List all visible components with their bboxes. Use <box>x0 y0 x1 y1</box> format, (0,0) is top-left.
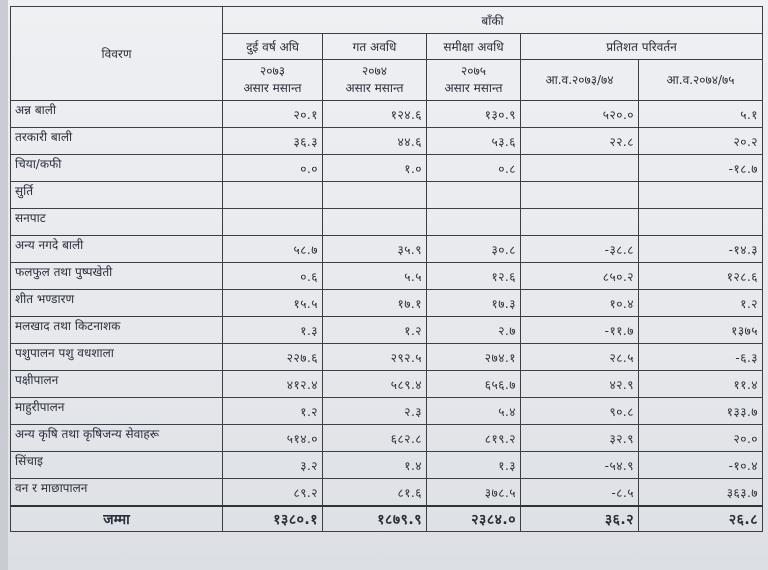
col-header-two-years-ago: दुई वर्ष अघि <box>223 34 323 60</box>
header-row-1 <box>11 7 763 34</box>
row-label: सिंचाइ <box>11 452 223 479</box>
total-2073: १३८०.१ <box>223 506 323 532</box>
cell-pct-73-74: -११.७ <box>521 317 639 344</box>
cell-pct-73-74 <box>521 209 639 236</box>
table-row <box>11 263 763 290</box>
total-row <box>11 506 763 532</box>
cell-2075: ५.४ <box>427 398 521 425</box>
cell-2074: ५.५ <box>323 263 427 290</box>
subheader-2074 <box>323 60 427 101</box>
cell-pct-73-74: -५४.९ <box>521 452 639 479</box>
cell-pct-74-75: -१४.३ <box>639 236 763 263</box>
cell-2073: ०.६ <box>223 263 323 290</box>
cell-pct-73-74: ३२.९ <box>521 425 639 452</box>
cell-pct-74-75: -६.३ <box>639 344 763 371</box>
cell-2073: ४१२.४ <box>223 371 323 398</box>
cell-2075: १.३ <box>427 452 521 479</box>
subheader-period: असार मसान्त <box>243 81 302 95</box>
cell-pct-73-74: ९०.८ <box>521 398 639 425</box>
cell-2074: ६८२.८ <box>323 425 427 452</box>
cell-2073: ५८.७ <box>223 236 323 263</box>
cell-pct-74-75: -१०.४ <box>639 452 763 479</box>
cell-2074: २.३ <box>323 398 427 425</box>
cell-pct-74-75 <box>639 182 763 209</box>
total-pct-74-75: २६.८ <box>639 506 763 532</box>
cell-2074: १.० <box>323 155 427 182</box>
cell-2073: १.३ <box>223 317 323 344</box>
cell-2073: ८९.२ <box>223 479 323 507</box>
page-edge <box>0 0 8 570</box>
cell-2074 <box>323 209 427 236</box>
group-header: बाँकी <box>223 7 763 34</box>
cell-pct-73-74: २२.८ <box>521 128 639 155</box>
description-header: विवरण <box>11 7 223 101</box>
cell-2073 <box>223 209 323 236</box>
table-row <box>11 182 763 209</box>
cell-pct-74-75: १३३.७ <box>639 398 763 425</box>
row-label: सनपाट <box>11 209 223 236</box>
row-label: पक्षीपालन <box>11 371 223 398</box>
cell-2074: १.४ <box>323 452 427 479</box>
cell-2073: २२७.६ <box>223 344 323 371</box>
cell-2073: १५.५ <box>223 290 323 317</box>
cell-2075: ५३.६ <box>427 128 521 155</box>
cell-2074: १७.१ <box>323 290 427 317</box>
table-row <box>11 425 763 452</box>
col-header-review-period: समीक्षा अवधि <box>427 34 521 60</box>
table-row <box>11 371 763 398</box>
cell-pct-73-74 <box>521 155 639 182</box>
cell-2073: ३.२ <box>223 452 323 479</box>
row-label: पशुपालन पशु वधशाला <box>11 344 223 371</box>
subheader-fy-73-74: आ.व.२०७३/७४ <box>521 60 639 101</box>
cell-pct-74-75: ३६३.७ <box>639 479 763 507</box>
cell-pct-74-75: ११.४ <box>639 371 763 398</box>
cell-2075: २७४.१ <box>427 344 521 371</box>
row-label: चिया/कफी <box>11 155 223 182</box>
cell-pct-74-75: १२८.६ <box>639 263 763 290</box>
cell-pct-74-75: ५.१ <box>639 101 763 128</box>
table-row <box>11 452 763 479</box>
cell-pct-74-75: -१८.७ <box>639 155 763 182</box>
cell-2074: १.२ <box>323 317 427 344</box>
cell-pct-74-75 <box>639 209 763 236</box>
row-label: मलखाद तथा किटनाशक <box>11 317 223 344</box>
cell-2073: २०.१ <box>223 101 323 128</box>
cell-pct-73-74: ८५०.२ <box>521 263 639 290</box>
cell-pct-74-75: २०.० <box>639 425 763 452</box>
row-label: अन्न बाली <box>11 101 223 128</box>
cell-2075: ३०.८ <box>427 236 521 263</box>
cell-pct-74-75: १३७५ <box>639 317 763 344</box>
cell-2073: ०.० <box>223 155 323 182</box>
row-label: फलफुल तथा पुष्पखेती <box>11 263 223 290</box>
cell-2075: १२.६ <box>427 263 521 290</box>
cell-2074: ८१.६ <box>323 479 427 507</box>
table-row <box>11 101 763 128</box>
table-row <box>11 128 763 155</box>
cell-2075 <box>427 182 521 209</box>
subheader-period: असार मसान्त <box>345 81 404 95</box>
table-row <box>11 479 763 507</box>
cell-pct-73-74: २८.५ <box>521 344 639 371</box>
cell-pct-73-74: ५२०.० <box>521 101 639 128</box>
total-2074: १८७९.९ <box>323 506 427 532</box>
table-row <box>11 290 763 317</box>
cell-2074: ४४.६ <box>323 128 427 155</box>
cell-2075: ०.८ <box>427 155 521 182</box>
cell-2073: ३६.३ <box>223 128 323 155</box>
cell-2073: १.२ <box>223 398 323 425</box>
row-label: तरकारी बाली <box>11 128 223 155</box>
subheader-2073 <box>223 60 323 101</box>
subheader-year: २०७४ <box>362 64 387 78</box>
cell-2073: ५१४.० <box>223 425 323 452</box>
table-row <box>11 344 763 371</box>
cell-2074 <box>323 182 427 209</box>
cell-pct-73-74: १०.४ <box>521 290 639 317</box>
cell-2074: ३५.९ <box>323 236 427 263</box>
subheader-year: २०७३ <box>260 64 285 78</box>
row-label: वन र माछापालन <box>11 479 223 507</box>
table-row <box>11 236 763 263</box>
row-label: अन्य नगदे बाली <box>11 236 223 263</box>
cell-pct-73-74: ४२.९ <box>521 371 639 398</box>
cell-2075: ३७८.५ <box>427 479 521 507</box>
cell-pct-74-75: १.२ <box>639 290 763 317</box>
table-row <box>11 155 763 182</box>
cell-2075: ६५६.७ <box>427 371 521 398</box>
cell-2074: ५८९.४ <box>323 371 427 398</box>
col-header-percent-change: प्रतिशत परिवर्तन <box>521 34 763 60</box>
total-pct-73-74: ३६.२ <box>521 506 639 532</box>
table-row <box>11 317 763 344</box>
cell-pct-73-74: -८.५ <box>521 479 639 507</box>
cell-2075: १७.३ <box>427 290 521 317</box>
cell-2073 <box>223 182 323 209</box>
total-label: जम्मा <box>11 506 223 532</box>
row-label: सुर्ति <box>11 182 223 209</box>
cell-2074: २९२.५ <box>323 344 427 371</box>
subheader-year: २०७५ <box>461 64 486 78</box>
subheader-period: असार मसान्त <box>444 81 503 95</box>
cell-2075: २.७ <box>427 317 521 344</box>
data-table <box>10 6 763 532</box>
row-label: शीत भण्डारण <box>11 290 223 317</box>
col-header-last-period: गत अवधि <box>323 34 427 60</box>
row-label: माहुरीपालन <box>11 398 223 425</box>
cell-pct-73-74: -३८.८ <box>521 236 639 263</box>
row-label: अन्य कृषि तथा कृषिजन्य सेवाहरू <box>11 425 223 452</box>
total-2075: २३८४.० <box>427 506 521 532</box>
cell-2075 <box>427 209 521 236</box>
table-row <box>11 398 763 425</box>
cell-pct-73-74 <box>521 182 639 209</box>
cell-2075: ८१९.२ <box>427 425 521 452</box>
subheader-2075 <box>427 60 521 101</box>
subheader-fy-74-75: आ.व.२०७४/७५ <box>639 60 763 101</box>
cell-pct-74-75: २०.२ <box>639 128 763 155</box>
cell-2074: १२४.६ <box>323 101 427 128</box>
table-row <box>11 209 763 236</box>
cell-2075: १३०.९ <box>427 101 521 128</box>
